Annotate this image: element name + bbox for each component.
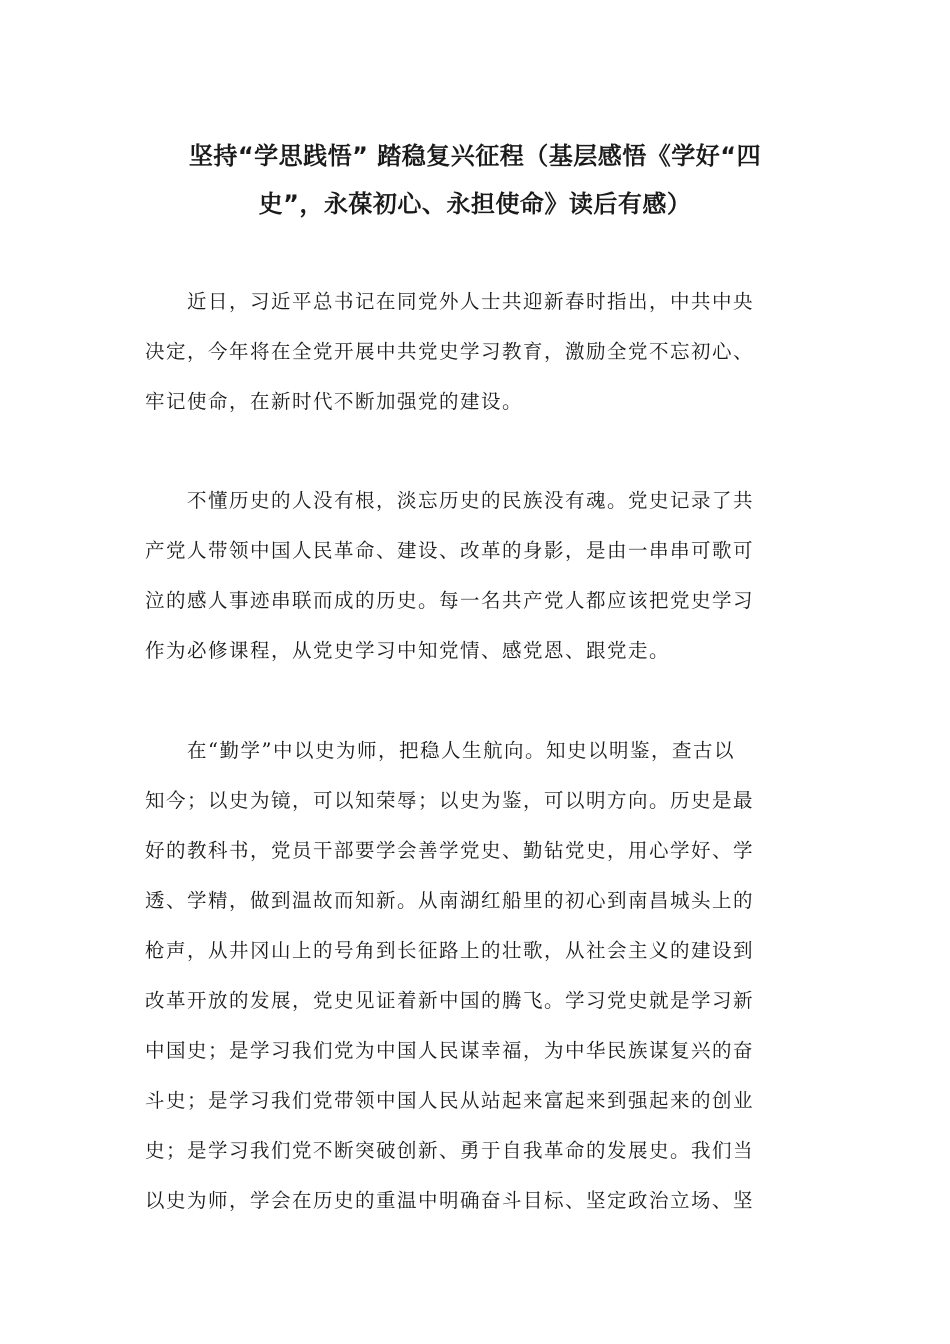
paragraph-line: 作为必修课程，从党史学习中知党情、感党恩、跟党走。 bbox=[145, 639, 671, 662]
paragraph-line: 改革开放的发展，党史见证着新中国的腾飞。学习党史就是学习新 bbox=[145, 989, 755, 1012]
paragraph-line: 斗史；是学习我们党带领中国人民从站起来富起来到强起来的创业 bbox=[145, 1089, 755, 1112]
paragraph-3 bbox=[145, 726, 805, 1226]
title-line: 史”，永葆初心、永担使命》读后有感） bbox=[258, 190, 692, 218]
paragraph-line: 牢记使命，在新时代不断加强党的建设。 bbox=[145, 390, 524, 413]
paragraph-line: 史；是学习我们党不断突破创新、勇于自我革命的发展史。我们当 bbox=[145, 1139, 755, 1162]
paragraph-line: 产党人带领中国人民革命、建设、改革的身影，是由一串串可歌可 bbox=[145, 539, 755, 562]
paragraph-1 bbox=[145, 277, 805, 427]
document-title bbox=[145, 132, 805, 228]
paragraph-line: 在“勤学”中以史为师，把稳人生航向。知史以明鉴，查古以 bbox=[145, 739, 735, 762]
paragraph-line: 不懂历史的人没有根，淡忘历史的民族没有魂。党史记录了共 bbox=[145, 489, 755, 512]
title-line: 坚持“学思践悟” 踏稳复兴征程（基层感悟《学好“四 bbox=[188, 142, 762, 170]
paragraph-line: 知今；以史为镜，可以知荣辱；以史为鉴，可以明方向。历史是最 bbox=[145, 789, 755, 812]
paragraph-line: 决定，今年将在全党开展中共党史学习教育，激励全党不忘初心、 bbox=[145, 340, 755, 363]
paragraph-line: 以史为师，学会在历史的重温中明确奋斗目标、坚定政治立场、坚 bbox=[145, 1189, 755, 1212]
paragraph-line: 好的教科书，党员干部要学会善学党史、勤钻党史，用心学好、学 bbox=[145, 839, 755, 862]
paragraph-2 bbox=[145, 476, 805, 676]
paragraph-line: 枪声，从井冈山上的号角到长征路上的壮歌，从社会主义的建设到 bbox=[145, 939, 755, 962]
paragraph-line: 中国史；是学习我们党为中国人民谋幸福，为中华民族谋复兴的奋 bbox=[145, 1039, 755, 1062]
paragraph-line: 泣的感人事迹串联而成的历史。每一名共产党人都应该把党史学习 bbox=[145, 589, 755, 612]
paragraph-line: 近日，习近平总书记在同党外人士共迎新春时指出，中共中央 bbox=[145, 290, 755, 313]
paragraph-line: 透、学精，做到温故而知新。从南湖红船里的初心到南昌城头上的 bbox=[145, 889, 755, 912]
